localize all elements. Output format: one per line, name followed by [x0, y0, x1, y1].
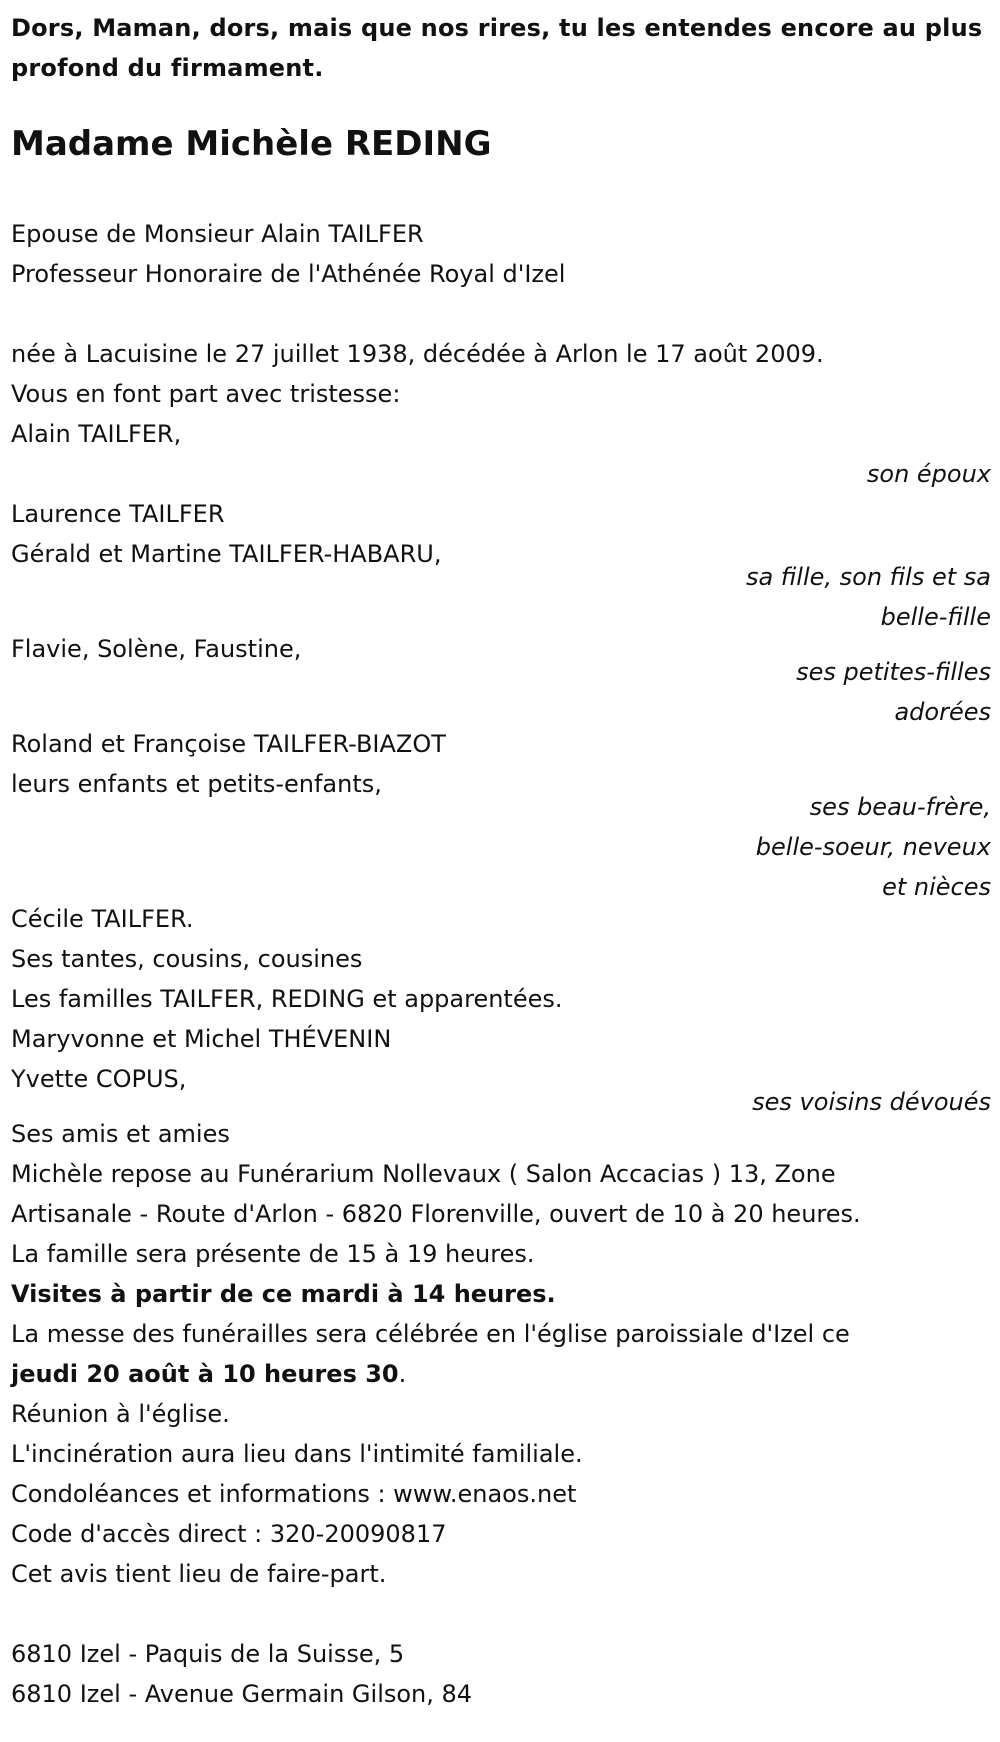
address-line: 6810 Izel - Paquis de la Suisse, 5 — [11, 1640, 405, 1668]
address-line: 6810 Izel - Avenue Germain Gilson, 84 — [11, 1680, 473, 1708]
family-relation: sa fille, son fils et sa — [745, 563, 991, 591]
family-name: Les familles TAILFER, REDING et apparentées. — [11, 985, 563, 1013]
notice-body — [11, 214, 991, 1714]
family-relation: ses beau-frère, — [809, 793, 991, 821]
profession-line: Professeur Honoraire de l'Athénée Royal d'Izel — [11, 260, 566, 288]
spacer — [11, 477, 991, 494]
family-relation: et nièces — [882, 873, 991, 901]
family-relation: ses petites-filles — [796, 658, 991, 686]
family-name: Laurence TAILFER — [11, 500, 225, 528]
mass-date-end: . — [398, 1360, 407, 1388]
family-relation: adorées — [894, 698, 991, 726]
announce-line: Vous en font part avec tristesse: — [11, 380, 401, 408]
family-name: leurs enfants et petits-enfants, — [11, 770, 382, 798]
family-name: Yvette COPUS, — [11, 1065, 187, 1093]
mass-line: La messe des funérailles sera célébrée en l'église paroissiale d'Izel ce — [11, 1320, 850, 1348]
family-name: Gérald et Martine TAILFER-HABARU, — [11, 540, 442, 568]
friends-line: Ses amis et amies — [11, 1120, 230, 1148]
spouse-line: Epouse de Monsieur Alain TAILFER — [11, 220, 424, 248]
repose-line: Artisanale - Route d'Arlon - 6820 Florenville, ouvert de 10 à 20 heures. — [11, 1200, 861, 1228]
family-present-line: La famille sera présente de 15 à 19 heures. — [11, 1240, 535, 1268]
spacer — [11, 294, 991, 334]
mass-date-line — [11, 1354, 991, 1394]
cremation-line: L'incinération aura lieu dans l'intimité familiale. — [11, 1440, 583, 1468]
meeting-line: Réunion à l'église. — [11, 1400, 230, 1428]
birth-death-line: née à Lacuisine le 27 juillet 1938, décédée à Arlon le 17 août 2009. — [11, 340, 824, 368]
access-code-line: Code d'accès direct : 320-20090817 — [11, 1520, 447, 1548]
family-name: Maryvonne et Michel THÉVENIN — [11, 1025, 392, 1053]
visits-line-wrap — [11, 1274, 991, 1314]
family-relation: belle-soeur, neveux — [755, 833, 991, 861]
family-name: Ses tantes, cousins, cousines — [11, 945, 363, 973]
mass-date: jeudi 20 août à 10 heures 30 — [11, 1360, 399, 1388]
family-name: Flavie, Solène, Faustine, — [11, 635, 302, 663]
notice-line: Cet avis tient lieu de faire-part. — [11, 1560, 387, 1588]
spacer — [11, 1594, 991, 1634]
family-name: Roland et Françoise TAILFER-BIAZOT — [11, 730, 446, 758]
page-title: Madame Michèle REDING — [11, 124, 492, 164]
family-relation: belle-fille — [880, 603, 991, 631]
family-name: Alain TAILFER, — [11, 420, 182, 448]
visits-line: Visites à partir de ce mardi à 14 heures. — [11, 1280, 556, 1308]
family-relation: ses voisins dévoués — [752, 1088, 991, 1116]
family-name: Cécile TAILFER. — [11, 905, 194, 933]
family-relation: son époux — [866, 460, 991, 488]
intro-quote: Dors, Maman, dors, mais que nos rires, tu les entendes encore au plus profond du firmament. — [11, 14, 983, 82]
repose-line: Michèle repose au Funérarium Nollevaux ( Salon Accacias ) 13, Zone — [11, 1160, 836, 1188]
condolences-line: Condoléances et informations : www.enaos.net — [11, 1480, 577, 1508]
